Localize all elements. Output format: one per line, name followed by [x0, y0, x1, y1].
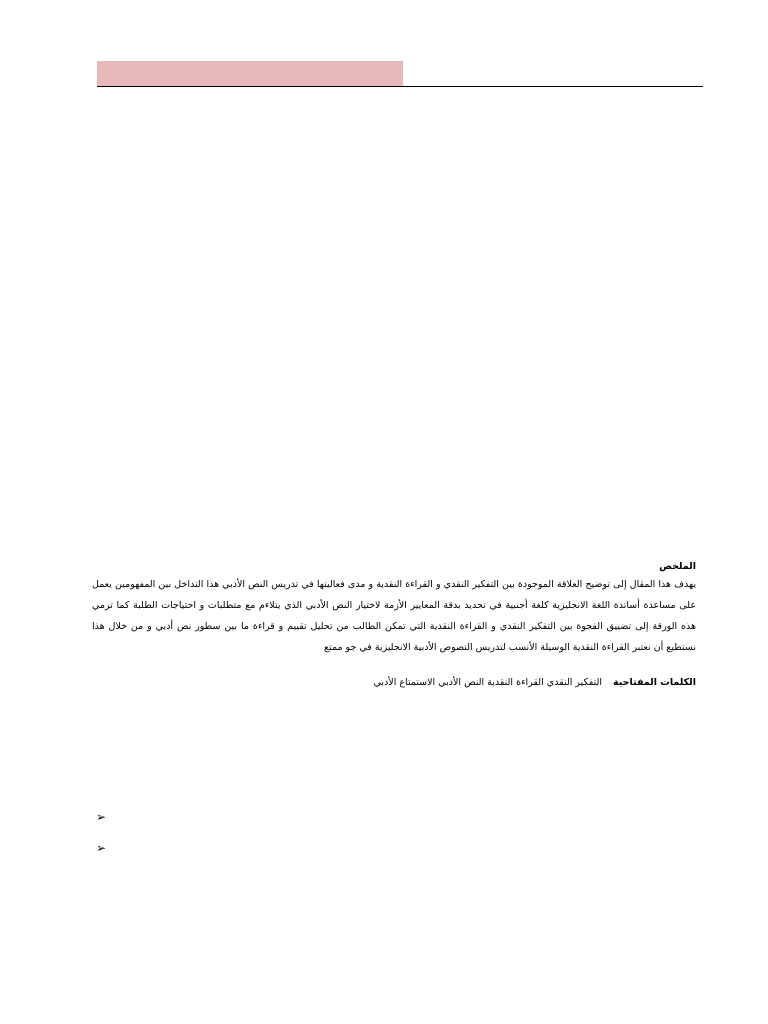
- keywords-list: التفكير النقدي القراءة النقدية النص الأدبي الاستمتاع الأدبي: [373, 677, 602, 688]
- keywords-section: [92, 676, 696, 690]
- abstract-section: [92, 560, 696, 658]
- abstract-body: يهدف هذا المقال إلى توضيح العلاقة الموجودة بين التفكير النقدي و القراءة النقدية و مدى فعاليتها في تدريس النص الأدبي هذا التداخل بين المفهومين يعمل على مساعدة أساتذة اللغة الانجليزية كلغة أجنبية في تحديد بدقة المعايير الأزمة لاختيار النص الأدبي الذي يتلاءم مع متطلبات و احتياجات الطلبة كما ترمي هذه الورقة إلى تضييق الفجوة بين التفكير النقدي و القراءة النقدية التي تمكن الطالب من تحليل تقييم و قراءة ما بين سطور نص أدبي و من خلال هذا نستطيع أن نعتبر القراءة النقدية الوسيلة الأنسب لتدريس النصوص الأدبية الانجليزية في جو ممتع: [92, 579, 696, 653]
- keywords-label: الكلمات المفتاحية: [613, 677, 696, 688]
- bullet-arrow-icon: ➢: [96, 810, 107, 824]
- bullet-arrow-icon: ➢: [96, 841, 107, 855]
- abstract-title: الملخص: [659, 561, 696, 572]
- header-band: [97, 61, 403, 86]
- header-rule: [97, 86, 703, 87]
